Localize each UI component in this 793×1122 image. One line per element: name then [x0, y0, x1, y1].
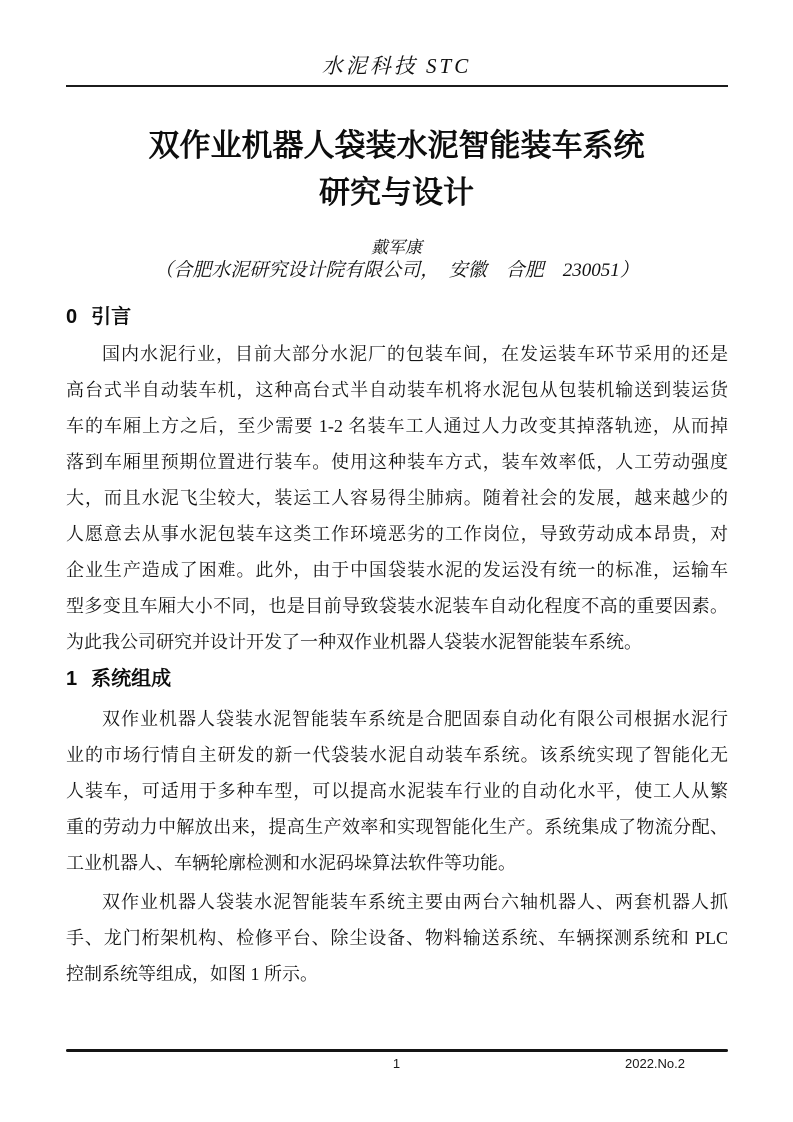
- paragraph-line: 为此我公司研究并设计开发了一种双作业机器人袋装水泥智能装车系统。: [66, 632, 642, 652]
- author-affiliation: （合肥水泥研究设计院有限公司， 安徽 合肥 230051）: [154, 260, 639, 281]
- section-title: 系统组成: [91, 668, 172, 690]
- paragraph-line: 大，而且水泥飞尘较大，装运工人容易得尘肺病。随着社会的发展，越来越少的: [66, 488, 728, 508]
- page-number: 1: [392, 1056, 401, 1071]
- paragraph-line: 业的市场行情自主研发的新一代袋装水泥自动装车系统。该系统实现了智能化无: [66, 745, 728, 765]
- paragraph-line: 落到车厢里预期位置进行装车。使用这种装车方式，装车效率低，人工劳动强度: [66, 452, 728, 472]
- section-heading-0: [66, 304, 131, 330]
- section-number: 1: [66, 668, 78, 690]
- paragraph-line: 人装车，可适用于多种车型，可以提高水泥装车行业的自动化水平，使工人从繁: [66, 781, 728, 801]
- journal-header: 水泥科技 STC: [321, 54, 472, 78]
- author-name: 戴军康: [371, 238, 422, 257]
- paragraph-line: 手、龙门桁架机构、检修平台、除尘设备、物料输送系统、车辆探测系统和 PLC: [66, 928, 728, 948]
- issue-number: 2022.No.2: [625, 1056, 685, 1071]
- footer-rule: [66, 1049, 728, 1052]
- paragraph-line: 双作业机器人袋装水泥智能装车系统是合肥固泰自动化有限公司根据水泥行: [102, 709, 728, 729]
- header-rule: [66, 85, 728, 87]
- paragraph-line: 高台式半自动装车机，这种高台式半自动装车机将水泥包从包装机输送到装运货: [66, 380, 728, 400]
- section-number: 0: [66, 306, 78, 328]
- paper-title-line-2: 研究与设计: [319, 175, 474, 210]
- paragraph-line: 重的劳动力中解放出来，提高生产效率和实现智能化生产。系统集成了物流分配、: [66, 817, 728, 837]
- paragraph-line: 国内水泥行业，目前大部分水泥厂的包装车间，在发运装车环节采用的还是: [102, 344, 728, 364]
- paper-title: [0, 122, 793, 216]
- paragraph-line: 企业生产造成了困难。此外，由于中国袋装水泥的发运没有统一的标准，运输车: [66, 560, 728, 580]
- paragraph-line: 控制系统等组成，如图 1 所示。: [66, 964, 318, 984]
- paper-title-line-1: 双作业机器人袋装水泥智能装车系统: [148, 128, 645, 163]
- paragraph-line: 车的车厢上方之后，至少需要 1-2 名装车工人通过人力改变其掉落轨迹，从而掉: [66, 416, 728, 436]
- paragraph-intro: [66, 336, 728, 660]
- section-heading-1: [66, 666, 171, 692]
- section-title: 引言: [91, 306, 132, 328]
- paragraph-system-1: [66, 701, 728, 881]
- paragraph-line: 人愿意去从事水泥包装车这类工作环境恶劣的工作岗位，导致劳动成本昂贵，对: [66, 524, 728, 544]
- paragraph-line: 工业机器人、车辆轮廓检测和水泥码垛算法软件等功能。: [66, 853, 516, 873]
- paragraph-line: 双作业机器人袋装水泥智能装车系统主要由两台六轴机器人、两套机器人抓: [102, 892, 728, 912]
- paragraph-system-2: [66, 884, 728, 992]
- paragraph-line: 型多变且车厢大小不同，也是目前导致袋装水泥装车自动化程度不高的重要因素。: [66, 596, 728, 616]
